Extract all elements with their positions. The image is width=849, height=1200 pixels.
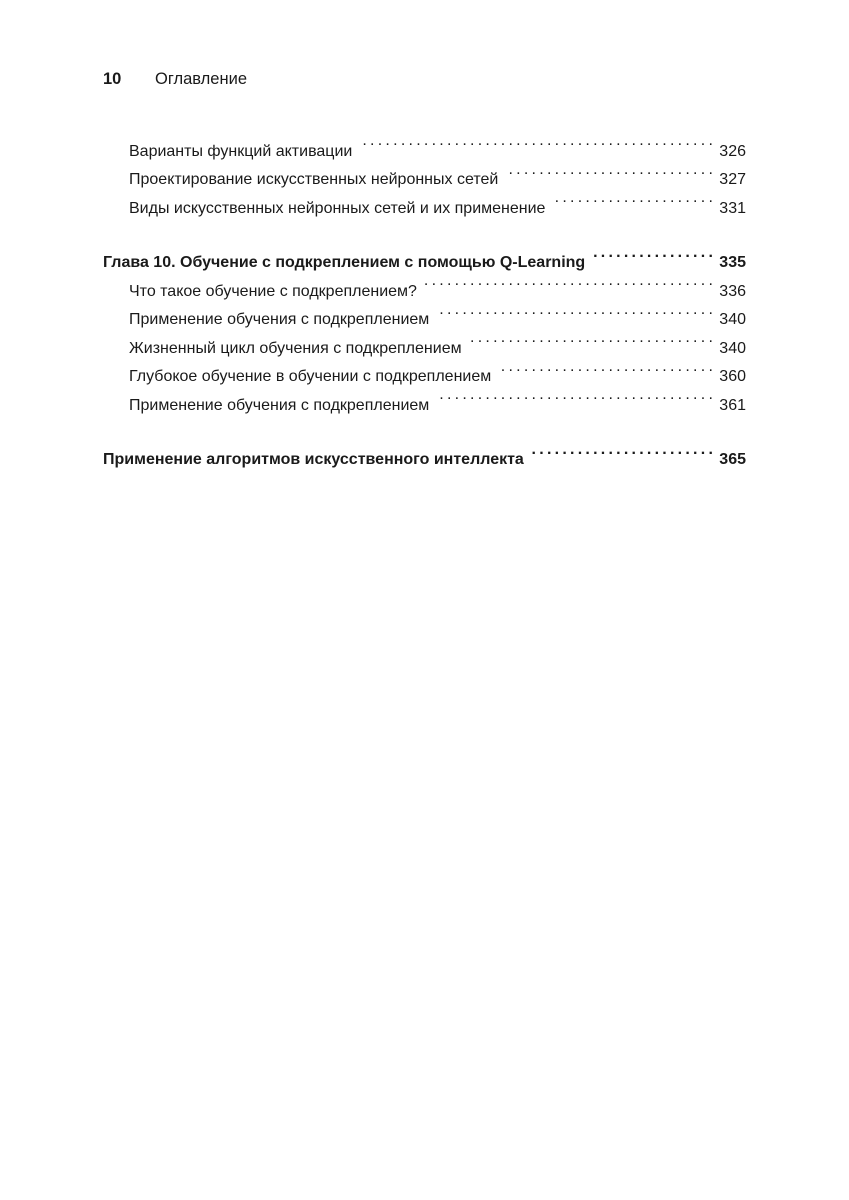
- toc-chapter-page: 365: [719, 451, 746, 468]
- toc-entry-title: Глубокое обучение в обучении с подкреплением: [129, 368, 492, 385]
- dot-leader: [468, 324, 713, 353]
- toc-entry-title: Что такое обучение с подкреплением?: [129, 282, 417, 300]
- dot-leader: [504, 156, 712, 185]
- toc-entry-title: Варианты функций активации: [129, 142, 353, 160]
- toc-entry[interactable]: [103, 127, 746, 160]
- toc-entry-title: Проектирование искусственных нейронных сетей: [129, 171, 499, 188]
- toc-chapter-entry[interactable]: [103, 436, 746, 468]
- dot-leader: [591, 239, 712, 268]
- toc-entry-page: 360: [719, 368, 746, 385]
- toc-entry-title: Виды искусственных нейронных сетей и их применение: [129, 199, 546, 217]
- toc-entry-title: Применение обучения с подкреплением: [129, 311, 430, 328]
- toc-entry-title: Жизненный цикл обучения с подкреплением: [129, 339, 462, 357]
- dot-leader: [423, 267, 712, 296]
- page-number: 10: [103, 70, 122, 88]
- dot-leader: [530, 436, 712, 465]
- toc-entry-page: 361: [719, 396, 746, 414]
- running-head: [103, 70, 247, 94]
- toc-entry-page: 340: [719, 339, 746, 357]
- toc-entry-title: Применение обучения с подкреплением: [129, 396, 430, 414]
- dot-leader: [435, 381, 712, 410]
- table-of-contents: [103, 127, 746, 468]
- toc-entry-page: 326: [719, 142, 746, 160]
- toc-entry-page: 336: [719, 282, 746, 300]
- toc-chapter-title: Глава 10. Обучение с подкреплением с помощью Q-Learning: [103, 254, 586, 271]
- dot-leader: [497, 353, 712, 382]
- toc-entry-page: 327: [719, 171, 746, 188]
- toc-entry-page: 340: [719, 311, 746, 328]
- dot-leader: [435, 296, 712, 325]
- section-title: Оглавление: [155, 70, 247, 88]
- toc-entry-page: 331: [719, 199, 746, 217]
- dot-leader: [551, 184, 712, 213]
- toc-chapter-page: 335: [719, 254, 746, 271]
- toc-chapter-entry[interactable]: [103, 239, 746, 271]
- toc-chapter-title: Применение алгоритмов искусственного интеллекта: [103, 451, 524, 468]
- dot-leader: [358, 127, 712, 156]
